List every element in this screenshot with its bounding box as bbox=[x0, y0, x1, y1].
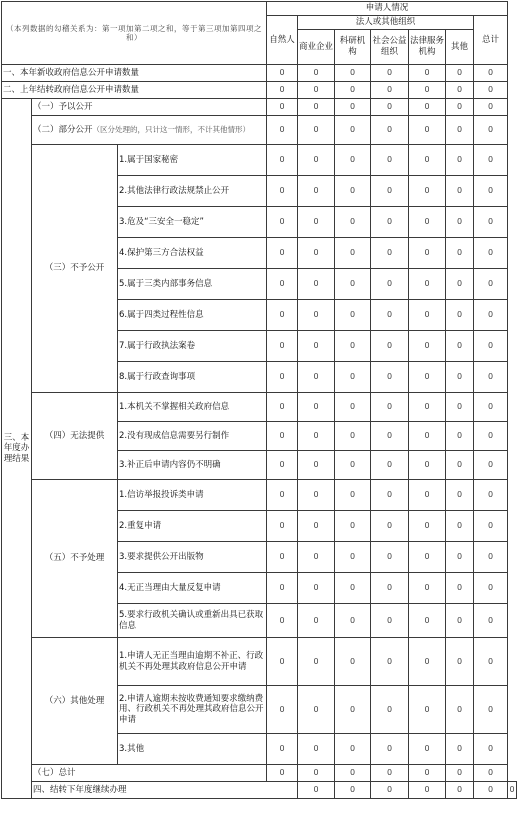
table-cell: 0 bbox=[409, 422, 446, 451]
table-cell: 0 bbox=[371, 238, 409, 269]
table-cell: 0 bbox=[267, 65, 298, 82]
table-cell: 0 bbox=[474, 116, 508, 145]
table-cell: 0 bbox=[409, 238, 446, 269]
table-cell: 0 bbox=[371, 331, 409, 362]
table-cell: 0 bbox=[446, 82, 474, 99]
table-cell: 0 bbox=[474, 238, 508, 269]
table-cell: 0 bbox=[474, 300, 508, 331]
row-label-section3-total: （七）总计 bbox=[32, 765, 267, 782]
table-cell: 0 bbox=[474, 686, 508, 734]
row-group-not-processed: （五）不予处理 bbox=[32, 480, 118, 638]
table-cell: 0 bbox=[474, 422, 508, 451]
table-cell: 0 bbox=[267, 99, 298, 116]
table-cell: 0 bbox=[335, 422, 371, 451]
table-cell: 0 bbox=[335, 82, 371, 99]
row-label-carry-over: 四、结转下年度继续办理 bbox=[32, 782, 298, 799]
row-label: 7.属于行政执法案卷 bbox=[118, 331, 267, 362]
table-cell: 0 bbox=[474, 82, 508, 99]
table-cell: 0 bbox=[298, 480, 335, 511]
table-cell: 0 bbox=[267, 362, 298, 393]
table-cell: 0 bbox=[335, 207, 371, 238]
partial-label: （二）部分公开 bbox=[33, 124, 93, 135]
table-cell: 0 bbox=[446, 638, 474, 686]
table-cell: 0 bbox=[298, 542, 335, 573]
table-cell: 0 bbox=[446, 145, 474, 176]
table-cell: 0 bbox=[371, 422, 409, 451]
table-cell: 0 bbox=[335, 362, 371, 393]
table-cell: 0 bbox=[267, 686, 298, 734]
table-cell: 0 bbox=[409, 393, 446, 422]
table-cell: 0 bbox=[335, 300, 371, 331]
row-label-new-applications: 一、本年新收政府信息公开申请数量 bbox=[2, 65, 267, 82]
row-label: 2.申请人逾期未按收费通知要求缴纳费用、行政机关不再处理其政府信息公开申请 bbox=[118, 686, 267, 734]
table-cell: 0 bbox=[409, 82, 446, 99]
table-cell: 0 bbox=[335, 511, 371, 542]
table-cell: 0 bbox=[371, 145, 409, 176]
table-cell: 0 bbox=[298, 362, 335, 393]
table-cell: 0 bbox=[409, 542, 446, 573]
table-cell: 0 bbox=[474, 604, 508, 638]
table-cell: 0 bbox=[267, 238, 298, 269]
table-cell: 0 bbox=[267, 116, 298, 145]
row-label: 2.没有现成信息需要另行制作 bbox=[118, 422, 267, 451]
legal-or-org-header: 法人或其他组织 bbox=[298, 16, 474, 30]
table-cell: 0 bbox=[446, 451, 474, 480]
table-cell: 0 bbox=[474, 480, 508, 511]
table-cell: 0 bbox=[446, 331, 474, 362]
table-cell: 0 bbox=[371, 393, 409, 422]
table-cell: 0 bbox=[409, 604, 446, 638]
table-cell: 0 bbox=[446, 734, 474, 765]
row-label: 2.重复申请 bbox=[118, 511, 267, 542]
table-cell: 0 bbox=[446, 542, 474, 573]
row-label: 1.属于国家秘密 bbox=[118, 145, 267, 176]
table-cell: 0 bbox=[335, 269, 371, 300]
table-cell: 0 bbox=[371, 604, 409, 638]
table-cell: 0 bbox=[335, 238, 371, 269]
table-cell: 0 bbox=[371, 65, 409, 82]
row-label: 5.属于三类内部事务信息 bbox=[118, 269, 267, 300]
table-cell: 0 bbox=[298, 782, 335, 799]
table-cell: 0 bbox=[409, 638, 446, 686]
table-cell: 0 bbox=[298, 82, 335, 99]
table-cell: 0 bbox=[335, 542, 371, 573]
row-label-carried-over: 二、上年结转政府信息公开申请数量 bbox=[2, 82, 267, 99]
table-cell: 0 bbox=[298, 65, 335, 82]
table-cell: 0 bbox=[409, 176, 446, 207]
table-cell: 0 bbox=[335, 765, 371, 782]
table-cell: 0 bbox=[371, 782, 409, 799]
table-cell: 0 bbox=[474, 331, 508, 362]
table-cell: 0 bbox=[446, 238, 474, 269]
table-cell: 0 bbox=[446, 99, 474, 116]
total-header: 总计 bbox=[474, 16, 508, 65]
table-cell: 0 bbox=[298, 238, 335, 269]
row-label: 1.信访举报投诉类申请 bbox=[118, 480, 267, 511]
table-cell: 0 bbox=[298, 451, 335, 480]
table-cell: 0 bbox=[298, 686, 335, 734]
table-cell: 0 bbox=[409, 573, 446, 604]
table-cell: 0 bbox=[298, 638, 335, 686]
table-cell: 0 bbox=[335, 480, 371, 511]
row-label: 5.要求行政机关确认或重新出具已获取信息 bbox=[118, 604, 267, 638]
row-label: 3.危及“三安全一稳定” bbox=[118, 207, 267, 238]
table-cell: 0 bbox=[371, 116, 409, 145]
table-cell: 0 bbox=[298, 207, 335, 238]
table-cell: 0 bbox=[371, 99, 409, 116]
table-cell: 0 bbox=[298, 99, 335, 116]
table-cell: 0 bbox=[335, 393, 371, 422]
table-cell: 0 bbox=[371, 451, 409, 480]
table-cell: 0 bbox=[371, 638, 409, 686]
table-cell: 0 bbox=[298, 734, 335, 765]
table-cell: 0 bbox=[335, 116, 371, 145]
table-cell: 0 bbox=[474, 145, 508, 176]
row-label: 6.属于四类过程性信息 bbox=[118, 300, 267, 331]
section3-label: 三、本年度办理结果 bbox=[2, 99, 32, 799]
table-cell: 0 bbox=[446, 362, 474, 393]
table-cell: 0 bbox=[335, 604, 371, 638]
row-group-unable: （四）无法提供 bbox=[32, 393, 118, 480]
table-cell: 0 bbox=[371, 573, 409, 604]
table-cell: 0 bbox=[267, 300, 298, 331]
table-cell: 0 bbox=[474, 65, 508, 82]
table-cell: 0 bbox=[267, 331, 298, 362]
row-label: 8.属于行政查询事项 bbox=[118, 362, 267, 393]
table-cell: 0 bbox=[474, 734, 508, 765]
row-group-deny: （三）不予公开 bbox=[32, 145, 118, 393]
table-cell: 0 bbox=[409, 116, 446, 145]
table-cell: 0 bbox=[409, 362, 446, 393]
table-cell: 0 bbox=[446, 300, 474, 331]
table-cell: 0 bbox=[335, 99, 371, 116]
table-cell: 0 bbox=[446, 782, 474, 799]
table-cell: 0 bbox=[409, 65, 446, 82]
table-cell: 0 bbox=[446, 511, 474, 542]
table-cell: 0 bbox=[446, 393, 474, 422]
row-group-other: （六）其他处理 bbox=[32, 638, 118, 765]
row-label-partial bbox=[32, 116, 267, 145]
org-type-header: 法律服务机构 bbox=[409, 30, 446, 65]
natural-person-header: 自然人 bbox=[267, 16, 298, 65]
table-cell: 0 bbox=[335, 638, 371, 686]
table-cell: 0 bbox=[267, 176, 298, 207]
table-cell: 0 bbox=[409, 686, 446, 734]
table-cell: 0 bbox=[371, 480, 409, 511]
table-cell: 0 bbox=[267, 638, 298, 686]
row-label: 3.要求提供公开出版物 bbox=[118, 542, 267, 573]
table-cell: 0 bbox=[474, 573, 508, 604]
table-cell: 0 bbox=[409, 511, 446, 542]
table-cell: 0 bbox=[371, 269, 409, 300]
table-cell: 0 bbox=[267, 734, 298, 765]
table-cell: 0 bbox=[267, 393, 298, 422]
table-cell: 0 bbox=[371, 765, 409, 782]
table-cell: 0 bbox=[371, 82, 409, 99]
table-cell: 0 bbox=[474, 638, 508, 686]
table-cell: 0 bbox=[267, 269, 298, 300]
table-cell: 0 bbox=[267, 480, 298, 511]
table-cell: 0 bbox=[474, 511, 508, 542]
table-cell: 0 bbox=[409, 331, 446, 362]
table-cell: 0 bbox=[446, 604, 474, 638]
table-cell: 0 bbox=[474, 782, 508, 799]
table-cell: 0 bbox=[298, 116, 335, 145]
table-cell: 0 bbox=[298, 331, 335, 362]
org-type-header: 其他 bbox=[446, 30, 474, 65]
table-cell: 0 bbox=[371, 511, 409, 542]
table-cell: 0 bbox=[298, 145, 335, 176]
table-cell: 0 bbox=[446, 480, 474, 511]
table-cell: 0 bbox=[446, 176, 474, 207]
table-cell: 0 bbox=[267, 145, 298, 176]
row-label: 1.申请人无正当理由逾期不补正、行政机关不再处理其政府信息公开申请 bbox=[118, 638, 267, 686]
table-cell: 0 bbox=[267, 82, 298, 99]
table-cell: 0 bbox=[335, 331, 371, 362]
table-cell: 0 bbox=[267, 573, 298, 604]
row-label: 2.其他法律行政法规禁止公开 bbox=[118, 176, 267, 207]
table-cell: 0 bbox=[335, 145, 371, 176]
table-cell: 0 bbox=[371, 734, 409, 765]
table-cell: 0 bbox=[446, 207, 474, 238]
table-cell: 0 bbox=[267, 604, 298, 638]
row-label: 3.其他 bbox=[118, 734, 267, 765]
table-cell: 0 bbox=[371, 207, 409, 238]
table-cell: 0 bbox=[409, 734, 446, 765]
table-cell: 0 bbox=[446, 65, 474, 82]
table-cell: 0 bbox=[371, 300, 409, 331]
table-cell: 0 bbox=[409, 145, 446, 176]
row-label: 3.补正后申请内容仍不明确 bbox=[118, 451, 267, 480]
table-cell: 0 bbox=[409, 782, 446, 799]
table-cell: 0 bbox=[474, 269, 508, 300]
applicant-info-header: 申请人情况 bbox=[267, 2, 508, 16]
table-cell: 0 bbox=[267, 765, 298, 782]
row-label: 4.保护第三方合法权益 bbox=[118, 238, 267, 269]
table-cell: 0 bbox=[298, 604, 335, 638]
table-cell: 0 bbox=[474, 765, 508, 782]
table-cell: 0 bbox=[298, 300, 335, 331]
table-cell: 0 bbox=[267, 422, 298, 451]
table-cell: 0 bbox=[474, 207, 508, 238]
table-cell: 0 bbox=[335, 734, 371, 765]
table-cell: 0 bbox=[298, 573, 335, 604]
table-cell: 0 bbox=[409, 300, 446, 331]
table-cell: 0 bbox=[409, 480, 446, 511]
table-cell: 0 bbox=[474, 393, 508, 422]
gov-info-disclosure-table bbox=[1, 1, 517, 799]
table-cell: 0 bbox=[474, 542, 508, 573]
table-note: （本列数据的勾稽关系为：第一项加第二项之和，等于第三项加第四项之和） bbox=[2, 2, 267, 65]
org-type-header: 商业企业 bbox=[298, 30, 335, 65]
table-cell: 0 bbox=[409, 451, 446, 480]
table-cell: 0 bbox=[446, 116, 474, 145]
table-cell: 0 bbox=[474, 99, 508, 116]
table-cell: 0 bbox=[409, 269, 446, 300]
table-cell: 0 bbox=[298, 511, 335, 542]
table-cell: 0 bbox=[298, 393, 335, 422]
table-cell: 0 bbox=[335, 65, 371, 82]
table-cell: 0 bbox=[267, 451, 298, 480]
table-cell: 0 bbox=[335, 782, 371, 799]
table-cell: 0 bbox=[298, 422, 335, 451]
table-cell: 0 bbox=[335, 451, 371, 480]
table-cell: 0 bbox=[446, 686, 474, 734]
org-type-header: 社会公益组织 bbox=[371, 30, 409, 65]
table-cell: 0 bbox=[409, 765, 446, 782]
table-cell: 0 bbox=[298, 176, 335, 207]
table-cell: 0 bbox=[409, 99, 446, 116]
table-cell: 0 bbox=[371, 362, 409, 393]
table-cell: 0 bbox=[298, 765, 335, 782]
table-cell: 0 bbox=[267, 511, 298, 542]
table-cell: 0 bbox=[474, 451, 508, 480]
table-cell: 0 bbox=[371, 686, 409, 734]
table-cell: 0 bbox=[371, 542, 409, 573]
row-label: 1.本机关不掌握相关政府信息 bbox=[118, 393, 267, 422]
table-cell: 0 bbox=[298, 269, 335, 300]
table-cell: 0 bbox=[446, 765, 474, 782]
table-cell: 0 bbox=[335, 686, 371, 734]
table-cell: 0 bbox=[474, 362, 508, 393]
table-cell: 0 bbox=[409, 207, 446, 238]
table-cell: 0 bbox=[335, 176, 371, 207]
table-cell: 0 bbox=[508, 782, 517, 799]
row-label-grant: （一）予以公开 bbox=[32, 99, 267, 116]
table-cell: 0 bbox=[474, 176, 508, 207]
table-cell: 0 bbox=[267, 207, 298, 238]
table-cell: 0 bbox=[371, 176, 409, 207]
table-cell: 0 bbox=[335, 573, 371, 604]
org-type-header: 科研机构 bbox=[335, 30, 371, 65]
partial-note: （区分处理的，只计这一情形，不计其他情形） bbox=[92, 124, 251, 134]
table-cell: 0 bbox=[267, 542, 298, 573]
table-cell: 0 bbox=[446, 269, 474, 300]
row-label: 4.无正当理由大量反复申请 bbox=[118, 573, 267, 604]
table-cell: 0 bbox=[446, 422, 474, 451]
table-cell: 0 bbox=[446, 573, 474, 604]
